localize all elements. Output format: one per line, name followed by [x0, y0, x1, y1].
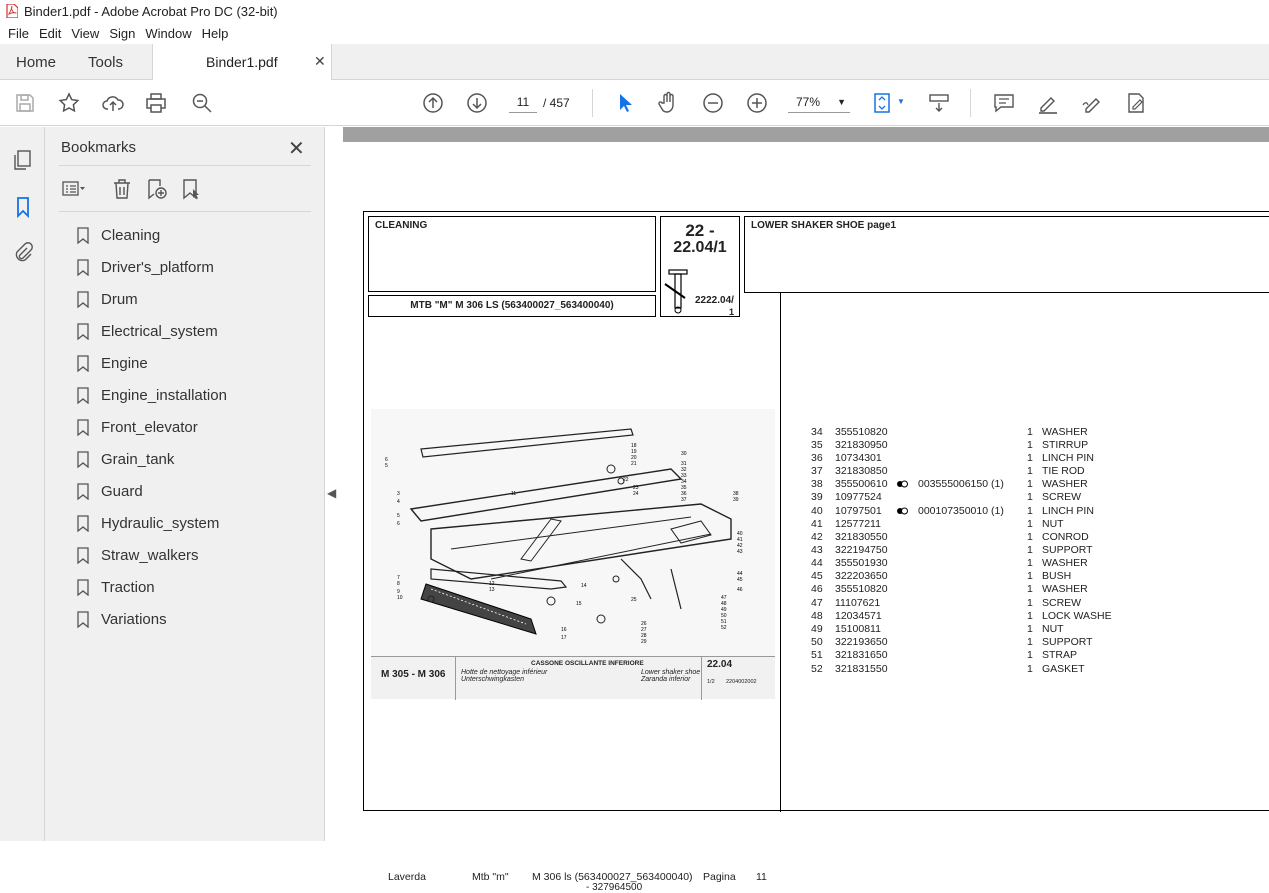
- bookmark-from-selection-icon[interactable]: [180, 177, 204, 201]
- chevron-down-icon: ▼: [837, 97, 846, 107]
- svg-text:40: 40: [737, 531, 743, 537]
- bookmark-item[interactable]: [77, 575, 155, 599]
- svg-text:35: 35: [681, 485, 687, 491]
- close-panel-icon[interactable]: ✕: [288, 138, 305, 160]
- svg-text:24: 24: [633, 491, 639, 497]
- page-total: / 457: [543, 96, 570, 110]
- bookmark-label: Variations: [101, 610, 167, 628]
- menu-bar: [0, 22, 1269, 44]
- comment-icon[interactable]: [992, 91, 1016, 115]
- svg-text:16: 16: [561, 627, 567, 633]
- panel-divider: [59, 211, 311, 212]
- group-code-bottom: 22.04/1: [673, 239, 727, 256]
- legend-title-en: Lower shaker shoe: [641, 669, 701, 676]
- bookmark-icon: [77, 515, 89, 532]
- attachments-paperclip-icon[interactable]: [11, 241, 35, 265]
- next-page-icon[interactable]: [465, 91, 489, 115]
- model-label: MTB "M" M 306 LS (563400027_563400040): [410, 300, 614, 311]
- bookmark-star-icon[interactable]: [57, 91, 81, 115]
- svg-text:48: 48: [721, 601, 727, 607]
- collapse-panel-icon[interactable]: ◀: [327, 486, 337, 500]
- svg-text:17: 17: [561, 635, 567, 641]
- bookmark-label: Front_elevator: [101, 418, 198, 436]
- legend-title-it: CASSONE OSCILLANTE INFERIORE: [531, 660, 644, 667]
- svg-text:26: 26: [641, 621, 647, 627]
- pdf-page: CLEANING MTB "M" M 306 LS (563400027_563400040) 22 - 22.04/1 2222.04/ 1 LOWER SHAKER SHOE page1 6 5 3 4 5 6 7 8 9 10 11 12 13 14 15 16 17 18 19 20 21 22 23 24 25 26 27 28 29 30 31 32 33 34 35 36 37 38 39 40 41 42 43 44 45 46 47 48 49 50 51 52 M 305 - M 306 CASSONE OSCILLANTE INFERIORE Hotte de nettoyage inférieur Unterschwingkasten Lower shaker shoe Zaranda inferior 22.04 1/2 2204002002 34 355510820 1 WASHER 35 321830950 1 STIRRUP 36 10734301 1 LINCH PIN 37 321830850 1 TIE ROD 38 355500610 003555006150 (1) 1 WASHER 39 10977524 1 SCREW 40 10797501 000107350010 (1) 1 LINCH PIN 41 12577211 1 NUT 42 321830550 1 CONROD 43 322194750 1 SUPPORT 44 355501930 1 WASHER 45 322203650 1 BUSH 46 355510820 1 WASHER 47 11107621 1 SCREW 48 12034571 1 LOCK WASHE 49 15100811 1 NUT 50 322193650 1 SUPPORT 51 321831650 1 STRAP 52 321831550 1 GASKET Laverda Mtb "m" M 306 ls (563400027_563400040) - 327964500 Pagina 11: [363, 211, 1269, 811]
- bookmark-icon: [77, 547, 89, 564]
- group-code-top: 22 -: [685, 221, 715, 240]
- bookmark-label: Hydraulic_system: [101, 514, 220, 532]
- svg-text:29: 29: [641, 639, 647, 645]
- svg-text:27: 27: [641, 627, 647, 633]
- legend-page: 1/2: [707, 679, 715, 685]
- section-title: CLEANING: [375, 220, 428, 231]
- menu-edit[interactable]: Edit: [38, 25, 62, 41]
- bookmark-item[interactable]: [77, 479, 143, 503]
- fill-sign-icon[interactable]: [1124, 91, 1148, 115]
- svg-text:30: 30: [681, 451, 687, 457]
- fit-page-dropdown-icon[interactable]: ▼: [897, 97, 905, 106]
- bookmark-item[interactable]: [77, 607, 167, 631]
- bookmark-label: Grain_tank: [101, 450, 175, 468]
- bookmark-label: Straw_walkers: [101, 546, 199, 564]
- svg-text:25: 25: [631, 597, 637, 603]
- section-box: [368, 216, 656, 292]
- svg-text:3: 3: [397, 491, 400, 497]
- svg-text:42: 42: [737, 543, 743, 549]
- document-viewer[interactable]: [343, 127, 1269, 893]
- bookmark-label: Driver's_platform: [101, 258, 214, 276]
- footer-brand: Laverda: [388, 871, 426, 883]
- bolt-diagram-icon: [663, 268, 697, 314]
- svg-text:4: 4: [397, 499, 400, 505]
- bookmark-label: Traction: [101, 578, 155, 596]
- bookmark-item[interactable]: [77, 447, 174, 471]
- zoom-level-select[interactable]: [788, 91, 850, 113]
- close-tab-icon[interactable]: ✕: [314, 53, 326, 69]
- bookmark-item[interactable]: [77, 319, 218, 343]
- panel-divider: [59, 165, 311, 166]
- legend-title-de: Unterschwingkasten: [461, 676, 525, 683]
- bookmark-label: Electrical_system: [101, 322, 218, 340]
- figure-ref: 2222.04/: [695, 295, 734, 306]
- svg-text:34: 34: [681, 479, 687, 485]
- svg-text:7: 7: [397, 575, 400, 581]
- bookmark-icon: [77, 451, 89, 468]
- svg-text:6: 6: [385, 457, 388, 463]
- bookmarks-panel-icon[interactable]: [11, 195, 35, 219]
- svg-text:38: 38: [733, 491, 739, 497]
- toolbar-divider: [970, 89, 971, 117]
- menu-view[interactable]: View: [71, 25, 100, 41]
- zoom-in-icon[interactable]: [745, 91, 769, 115]
- svg-text:28: 28: [641, 633, 647, 639]
- model-box: [368, 295, 656, 317]
- zoom-search-icon[interactable]: [190, 91, 214, 115]
- svg-text:20: 20: [631, 455, 637, 461]
- footer-series: Mtb "m": [472, 871, 509, 883]
- legend-divider: [701, 657, 702, 700]
- save-icon[interactable]: [13, 91, 37, 115]
- bookmark-icon: [77, 227, 89, 244]
- footer-page-label: Pagina: [703, 871, 736, 883]
- substitution-icon: [897, 507, 908, 515]
- select-cursor-icon[interactable]: [613, 91, 637, 115]
- svg-text:37: 37: [681, 497, 687, 503]
- svg-text:5: 5: [397, 513, 400, 519]
- svg-text:33: 33: [681, 473, 687, 479]
- bookmark-item[interactable]: [77, 351, 148, 375]
- page-thumbnails-icon[interactable]: [11, 148, 35, 172]
- legend-serial: 2204002002: [726, 679, 757, 685]
- navigation-rail: [0, 127, 45, 841]
- svg-text:46: 46: [737, 587, 743, 593]
- svg-text:18: 18: [631, 443, 637, 449]
- previous-page-icon[interactable]: [421, 91, 445, 115]
- draw-sign-icon[interactable]: [1080, 91, 1104, 115]
- menu-sign[interactable]: Sign: [109, 25, 136, 41]
- svg-text:31: 31: [681, 461, 687, 467]
- bookmark-icon: [77, 483, 89, 500]
- group-title: LOWER SHAKER SHOE page1: [751, 220, 897, 231]
- column-divider: [780, 293, 781, 812]
- code-box: [660, 216, 740, 317]
- svg-text:9: 9: [397, 589, 400, 595]
- svg-text:49: 49: [721, 607, 727, 613]
- new-bookmark-icon[interactable]: [145, 177, 169, 201]
- bookmark-item[interactable]: [77, 383, 227, 407]
- share-upload-icon[interactable]: [101, 91, 125, 115]
- bookmark-item[interactable]: [77, 223, 160, 247]
- zoom-out-icon[interactable]: [701, 91, 725, 115]
- svg-text:52: 52: [721, 625, 727, 631]
- menu-help[interactable]: Help: [201, 25, 229, 41]
- group-title-box: [744, 216, 1269, 293]
- legend-code: 22.04: [707, 659, 733, 670]
- svg-text:41: 41: [737, 537, 743, 543]
- svg-text:12: 12: [489, 581, 495, 587]
- svg-text:43: 43: [737, 549, 743, 555]
- svg-text:10: 10: [397, 595, 403, 601]
- footer-model: M 306 ls (563400027_563400040): [532, 871, 693, 883]
- bookmark-label: Engine_installation: [101, 386, 227, 404]
- bookmark-item[interactable]: [77, 415, 198, 439]
- acrobat-app-icon: [6, 4, 18, 18]
- bookmark-item[interactable]: [77, 255, 214, 279]
- bookmark-icon: [77, 323, 89, 340]
- tab-home[interactable]: Home: [16, 53, 57, 71]
- figure-ref-page: 1: [729, 307, 735, 317]
- svg-text:5: 5: [385, 463, 388, 469]
- svg-text:8: 8: [397, 581, 400, 587]
- svg-text:50: 50: [721, 613, 727, 619]
- svg-text:36: 36: [681, 491, 687, 497]
- bookmark-icon: [77, 419, 89, 436]
- substitution-icon: [897, 480, 908, 488]
- footer-page-number: 11: [756, 871, 767, 883]
- bookmark-icon: [77, 259, 89, 276]
- zoom-level-value: 77%: [796, 95, 821, 109]
- svg-text:32: 32: [681, 467, 687, 473]
- bookmark-icon: [77, 387, 89, 404]
- legend-title-es: Zaranda inferior: [641, 676, 691, 683]
- svg-text:45: 45: [737, 577, 743, 583]
- menu-file[interactable]: File: [8, 25, 29, 41]
- bookmark-item[interactable]: [77, 543, 199, 567]
- bookmark-icon: [77, 291, 89, 308]
- menu-window[interactable]: Window: [145, 25, 192, 41]
- bookmark-icon: [77, 579, 89, 596]
- scroll-mode-icon[interactable]: [927, 91, 951, 115]
- hand-tool-icon[interactable]: [656, 91, 680, 115]
- bookmark-icon: [77, 611, 89, 628]
- legend-divider: [455, 657, 456, 700]
- print-icon[interactable]: [144, 91, 168, 115]
- bookmarks-panel-title: Bookmarks: [61, 139, 137, 156]
- fit-page-icon[interactable]: [871, 91, 895, 115]
- svg-text:19: 19: [631, 449, 637, 455]
- bookmark-label: Drum: [101, 290, 138, 308]
- tab-bar: [0, 44, 1269, 80]
- svg-text:39: 39: [733, 497, 739, 503]
- legend-title-fr: Hotte de nettoyage inférieur: [461, 669, 548, 676]
- bookmark-item[interactable]: [77, 511, 219, 535]
- bookmark-label: Guard: [101, 482, 143, 500]
- footer-model-code: - 327964500: [586, 882, 643, 893]
- bookmarks-panel: [45, 127, 325, 841]
- toolbar-divider: [592, 89, 593, 117]
- svg-text:22: 22: [623, 477, 629, 483]
- svg-text:47: 47: [721, 595, 727, 601]
- svg-text:23: 23: [633, 485, 639, 491]
- svg-text:21: 21: [631, 461, 637, 467]
- tab-document[interactable]: [152, 44, 332, 81]
- svg-text:6: 6: [397, 521, 400, 527]
- tab-document-label: Binder1.pdf: [206, 54, 278, 70]
- svg-text:51: 51: [721, 619, 727, 625]
- bookmark-icon: [77, 355, 89, 372]
- page-gap: [343, 127, 1269, 142]
- page-number-input[interactable]: 11: [509, 91, 537, 113]
- svg-text:14: 14: [581, 583, 587, 589]
- window-title: Binder1.pdf - Adobe Acrobat Pro DC (32-bit): [24, 3, 278, 19]
- bookmark-label: Cleaning: [101, 226, 161, 244]
- svg-text:44: 44: [737, 571, 743, 577]
- window-titlebar: [0, 0, 1269, 22]
- svg-text:11: 11: [511, 491, 517, 497]
- bookmark-label: Engine: [101, 354, 148, 372]
- highlight-pen-icon[interactable]: [1036, 91, 1060, 115]
- bookmark-options-icon[interactable]: [61, 177, 85, 201]
- svg-text:15: 15: [576, 601, 582, 607]
- bookmark-item[interactable]: [77, 287, 138, 311]
- tab-tools[interactable]: Tools: [88, 53, 124, 71]
- legend-model: M 305 - M 306: [381, 669, 446, 680]
- drawing-legend: [371, 656, 775, 699]
- svg-text:13: 13: [489, 587, 495, 593]
- delete-bookmark-icon[interactable]: [110, 177, 134, 201]
